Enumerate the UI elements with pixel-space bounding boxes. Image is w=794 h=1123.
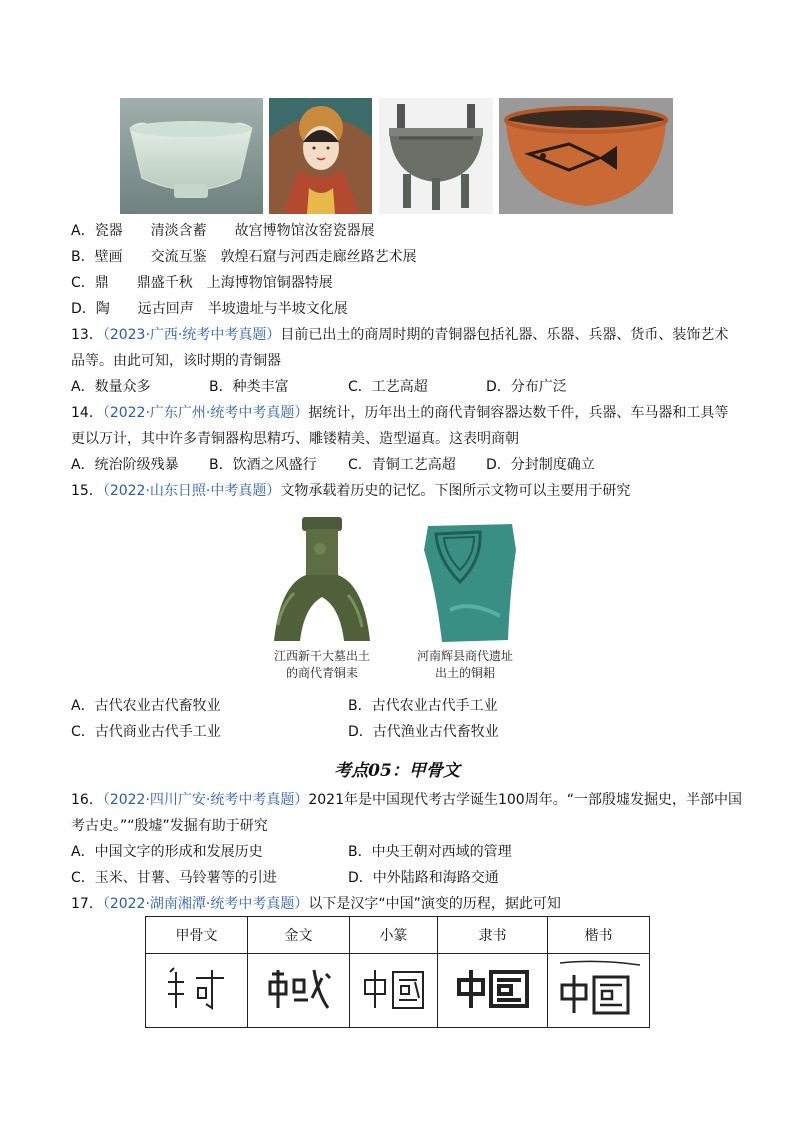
question-text: 2021年是中国现代考古学诞生100周年。“一部殷墟发掘史，半部中国 bbox=[308, 792, 742, 808]
q12-option-b bbox=[71, 248, 417, 266]
question-source: （2022·四川广安·统考中考真题） bbox=[102, 792, 309, 808]
oracle-bone-glyph-image bbox=[146, 954, 248, 1028]
q16-option-a: A．中国文字的形成和发展历史 bbox=[71, 844, 263, 860]
bronze-ding-image bbox=[379, 98, 493, 214]
q15-option-a: A．古代农业古代畜牧业 bbox=[71, 698, 221, 714]
q14-option-b: B．饮酒之风盛行 bbox=[209, 457, 317, 473]
dunhuang-mural-image bbox=[269, 98, 372, 214]
bronze-si-image bbox=[420, 520, 520, 645]
q13-option-b: B．种类丰富 bbox=[209, 379, 289, 395]
question-number: 17． bbox=[71, 896, 103, 912]
header-oracle-bone: 甲骨文 bbox=[146, 917, 248, 954]
celadon-bowl-image bbox=[120, 98, 263, 214]
q14-option-c: C．青铜工艺高超 bbox=[348, 457, 456, 473]
header-clerical: 隶书 bbox=[438, 917, 548, 954]
q12-option-a bbox=[71, 222, 375, 240]
option-letter: C． bbox=[71, 275, 95, 291]
option-text: 壁画 交流互鉴 敦煌石窟与河西走廊丝路艺术展 bbox=[94, 249, 417, 265]
figure-caption-right bbox=[400, 648, 530, 682]
q13-option-a: A．数量众多 bbox=[71, 379, 151, 395]
q12-option-d bbox=[71, 300, 348, 318]
q16-option-d: D．中外陆路和海路交通 bbox=[348, 870, 499, 886]
option-letter: B． bbox=[71, 249, 95, 265]
q16-option-c: C．玉米、甘薯、马铃薯等的引进 bbox=[71, 870, 277, 886]
bronze-lei-image bbox=[270, 515, 372, 645]
question-text: 文物承载着历史的记忆。下图所示文物可以主要用于研究 bbox=[280, 483, 631, 499]
regular-script-glyph-image bbox=[548, 954, 650, 1028]
q16-stem-line2: 考古史。”“殷墟”发掘有助于研究 bbox=[71, 818, 268, 834]
question-source: （2022·广东广州·统考中考真题） bbox=[102, 405, 309, 421]
q15-stem-line1 bbox=[71, 482, 630, 500]
question-text: 目前已出土的商周时期的青铜器包括礼器、乐器、兵器、货币、装饰艺术 bbox=[280, 327, 729, 343]
header-small-seal: 小篆 bbox=[350, 917, 438, 954]
option-text: 陶 远古回声 半坡遗址与半坡文化展 bbox=[95, 301, 348, 317]
option-letter: D． bbox=[71, 301, 96, 317]
caption-line: 的商代青铜耒 bbox=[285, 666, 358, 680]
q12-option-c bbox=[71, 274, 333, 292]
q14-stem-line1 bbox=[71, 404, 728, 422]
option-letter: A． bbox=[71, 223, 95, 239]
option-text: 瓷器 清淡含蓄 故宫博物馆汝窑瓷器展 bbox=[94, 223, 375, 239]
q14-option-a: A．统治阶级残暴 bbox=[71, 457, 179, 473]
q15-option-d: D．古代渔业古代畜牧业 bbox=[348, 724, 499, 740]
q17-stem-line1 bbox=[71, 895, 561, 913]
section-heading: 考点05：甲骨文 bbox=[334, 761, 460, 781]
small-seal-glyph-image bbox=[350, 954, 438, 1028]
clerical-glyph-image bbox=[438, 954, 548, 1028]
q13-option-d: D．分布广泛 bbox=[486, 379, 567, 395]
q16-option-b: B．中央王朝对西域的管理 bbox=[348, 844, 512, 860]
question-source: （2022·湖南湘潭·统考中考真题） bbox=[102, 896, 309, 912]
caption-line: 河南辉县商代遗址 bbox=[416, 649, 513, 663]
q14-option-d: D．分封制度确立 bbox=[486, 457, 595, 473]
question-text: 以下是汉字“中国”演变的历程，据此可知 bbox=[308, 896, 561, 912]
q15-option-b: B．古代农业古代手工业 bbox=[348, 698, 498, 714]
question-number: 15． bbox=[71, 483, 103, 499]
q13-option-c: C．工艺高超 bbox=[348, 379, 428, 395]
q14-stem-line2: 更以万计，其中许多青铜器构思精巧、雕镂精美、造型逼真。这表明商朝 bbox=[71, 431, 519, 447]
table-glyph-row bbox=[146, 954, 650, 1028]
question-number: 13． bbox=[71, 327, 103, 343]
q13-stem-line1 bbox=[71, 326, 728, 344]
q15-option-c: C．古代商业古代手工业 bbox=[71, 724, 221, 740]
header-regular: 楷书 bbox=[548, 917, 650, 954]
question-source: （2022·山东日照·中考真题） bbox=[102, 483, 281, 499]
painted-pottery-basin-image bbox=[499, 98, 673, 214]
q13-stem-line2: 品等。由此可知，该时期的青铜器 bbox=[71, 353, 281, 369]
caption-line: 江西新干大墓出土 bbox=[273, 649, 370, 663]
caption-line: 出土的铜耜 bbox=[434, 666, 495, 680]
question-number: 14． bbox=[71, 405, 103, 421]
option-text: 鼎 鼎盛千秋 上海博物馆铜器特展 bbox=[94, 275, 333, 291]
bronze-script-glyph-image bbox=[248, 954, 350, 1028]
q16-stem-line1 bbox=[71, 791, 742, 809]
question-text: 据统计，历年出土的商代青铜容器达数千件，兵器、车马器和工具等 bbox=[308, 405, 729, 421]
question-source: （2023·广西·统考中考真题） bbox=[102, 327, 281, 343]
figure-caption-left bbox=[262, 648, 382, 682]
script-evolution-table bbox=[145, 916, 650, 1028]
table-header-row bbox=[146, 917, 650, 954]
question-number: 16． bbox=[71, 792, 103, 808]
header-bronze-script: 金文 bbox=[248, 917, 350, 954]
